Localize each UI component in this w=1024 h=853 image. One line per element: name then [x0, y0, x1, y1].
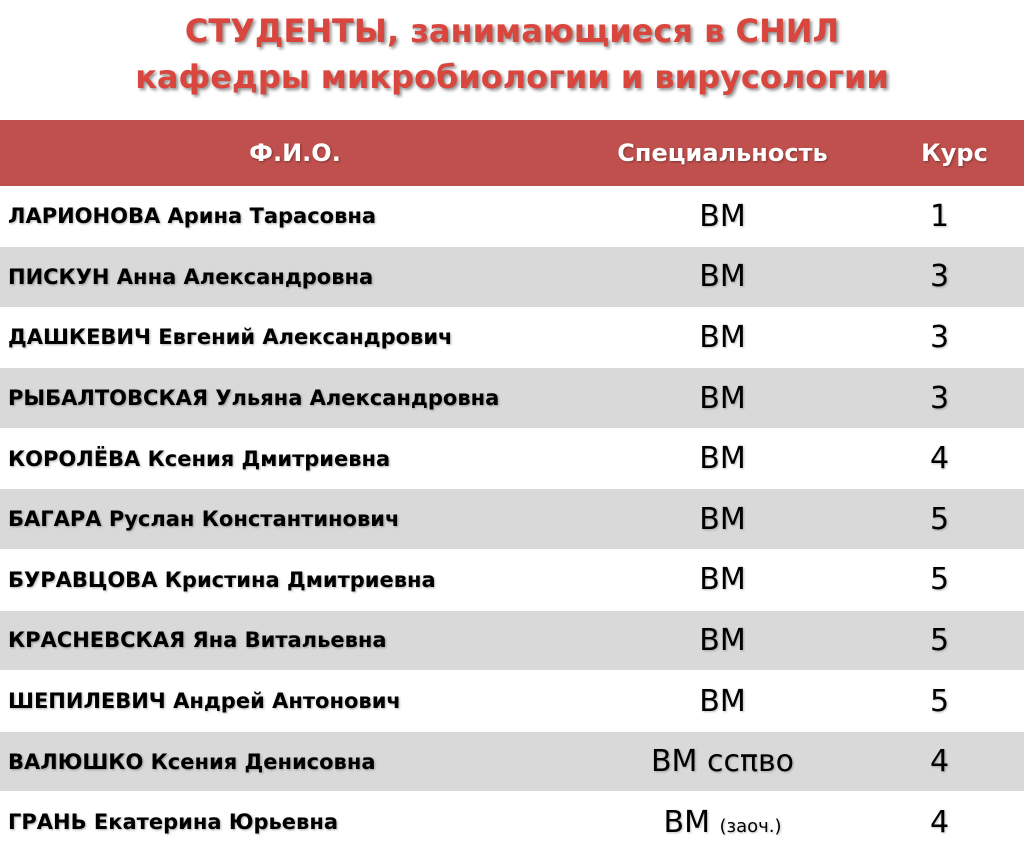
table-row — [0, 610, 1024, 671]
table-row — [0, 247, 1024, 308]
table-row — [0, 731, 1024, 792]
table-row — [0, 489, 1024, 550]
student-specialty — [560, 428, 885, 489]
student-course: 5 — [929, 683, 950, 719]
table-row — [0, 792, 1024, 853]
student-specialty — [560, 307, 885, 368]
student-specialty — [560, 368, 885, 429]
header-course: Курс — [921, 139, 988, 167]
table-row — [0, 671, 1024, 732]
student-name: КРАСНЕВСКАЯ Яна Витальевна — [8, 628, 387, 653]
student-name: КОРОЛЁВА Ксения Дмитриевна — [8, 446, 391, 471]
student-specialty — [560, 247, 885, 308]
student-name: БАГАРА Руслан Константинович — [8, 507, 400, 532]
student-course: 5 — [929, 501, 950, 537]
student-course: 5 — [929, 622, 950, 658]
table-row — [0, 428, 1024, 489]
student-course: 1 — [929, 198, 950, 234]
specialty-value: ВМ — [699, 683, 746, 719]
specialty-note: (заоч.) — [719, 815, 782, 837]
table-row — [0, 368, 1024, 429]
specialty-value: ВМ — [699, 441, 746, 477]
student-specialty — [560, 731, 885, 792]
student-name: ПИСКУН Анна Александровна — [8, 264, 374, 289]
student-specialty — [560, 186, 885, 247]
student-specialty — [560, 550, 885, 611]
students-table — [0, 120, 1024, 853]
student-specialty — [560, 610, 885, 671]
specialty-value: ВМ — [699, 562, 746, 598]
student-name: РЫБАЛТОВСКАЯ Ульяна Александровна — [8, 386, 500, 411]
student-course: 3 — [929, 319, 950, 355]
table-row — [0, 186, 1024, 247]
specialty-value: ВМ — [699, 198, 746, 234]
student-name: ВАЛЮШКО Ксения Денисовна — [8, 749, 376, 774]
student-name: ГРАНЬ Екатерина Юрьевна — [8, 810, 339, 835]
specialty-value: ВМ — [699, 501, 746, 537]
student-name: ЛАРИОНОВА Арина Тарасовна — [8, 204, 377, 229]
title-line-1: СТУДЕНТЫ, занимающиеся в СНИЛ — [184, 12, 840, 50]
table-row — [0, 307, 1024, 368]
student-specialty — [560, 671, 885, 732]
table-header-row — [0, 120, 1024, 186]
header-name: Ф.И.О. — [249, 139, 341, 167]
student-specialty — [560, 792, 885, 853]
student-course: 4 — [929, 441, 950, 477]
student-name: БУРАВЦОВА Кристина Дмитриевна — [8, 567, 436, 592]
specialty-value: ВМ — [699, 380, 746, 416]
slide-title — [0, 8, 1024, 100]
student-course: 3 — [929, 259, 950, 295]
specialty-value: ВМ — [699, 259, 746, 295]
specialty-value: ВМ ссπво — [650, 744, 795, 780]
student-course: 4 — [929, 744, 950, 780]
table-row — [0, 550, 1024, 611]
student-course: 5 — [929, 562, 950, 598]
specialty-value: ВМ — [663, 804, 710, 840]
header-specialty: Специальность — [617, 139, 828, 167]
student-name: ДАШКЕВИЧ Евгений Александрович — [8, 325, 453, 350]
specialty-value: ВМ — [699, 622, 746, 658]
student-specialty — [560, 489, 885, 550]
student-course: 4 — [929, 804, 950, 840]
title-line-2: кафедры микробиологии и вирусологии — [135, 58, 889, 96]
student-course: 3 — [929, 380, 950, 416]
student-name: ШЕПИЛЕВИЧ Андрей Антонович — [8, 689, 401, 714]
specialty-value: ВМ — [699, 319, 746, 355]
